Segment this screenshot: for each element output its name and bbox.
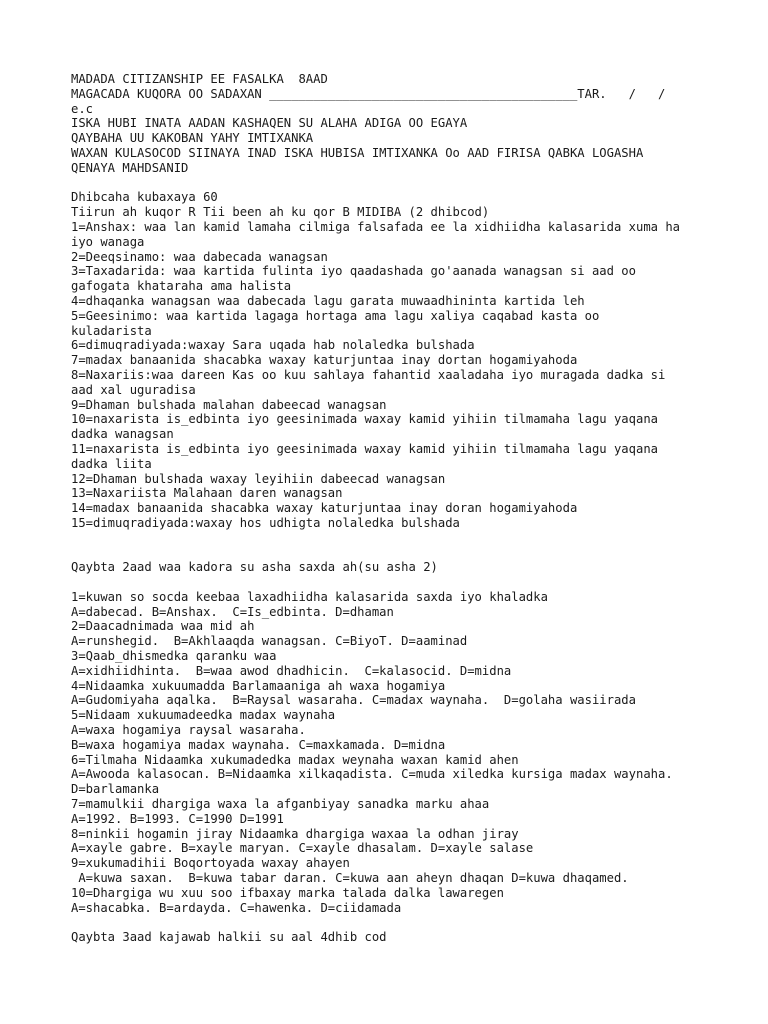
question-line: 7=mamulkii dhargiga waxa la afganbiyay sanadka marku ahaa	[71, 797, 490, 812]
question-line: B=waxa hogamiya madax waynaha. C=maxkamada. D=midna	[71, 737, 446, 752]
question-line: kuladarista	[71, 323, 152, 338]
question-line: 1=Anshax: waa lan kamid lamaha cilmiga falsafada ee la xidhiidha kalasarida xuma ha	[71, 219, 681, 234]
question-line: 12=Dhaman bulshada waxay leyihiin dabeecad wanagsan	[71, 471, 446, 486]
question-line: 2=Daacadnimada waa mid ah	[71, 619, 255, 634]
section-2-title: Qaybta 2aad waa kadora su asha saxda ah(su asha 2)	[71, 560, 438, 575]
question-line: 6=Tilmaha Nidaamka xukumadedka madax weynaha waxan kamid ahen	[71, 752, 519, 767]
question-line: 14=madax banaanida shacabka waxay katurjuntaa inay doran hogamiyahoda	[71, 501, 578, 516]
total-points: Dhibcaha kubaxaya 60	[71, 190, 218, 205]
header-line: MADADA CITIZANSHIP EE FASALKA 8AAD	[71, 72, 328, 86]
question-line: 9=xukumadihii Boqortoyada waxay ahayen	[71, 856, 350, 871]
question-line: 2=Deeqsinamo: waa dabecada wanagsan	[71, 249, 328, 264]
section-1	[71, 190, 761, 530]
question-line: 6=dimuqradiyada:waxay Sara uqada hab nolaledka bulshada	[71, 338, 475, 353]
section-1-instruction: Tiirun ah kuqor R Tii been ah ku qor B MIDIBA (2 dhibcod)	[71, 205, 490, 220]
question-line: A=Gudomiyaha aqalka. B=Raysal wasaraha. C=madax waynaha. D=golaha wasiirada	[71, 693, 636, 708]
header-line: MAGACADA KUQORA OO SADAXAN __________________________________________TAR. / /	[71, 86, 666, 101]
question-line: 5=Geesinimo: waa kartida lagaga hortaga ama lagu xaliya caqabad kasta oo	[71, 308, 600, 323]
question-line: A=xidhiidhinta. B=waa awod dhadhicin. C=kalasocid. D=midna	[71, 663, 512, 678]
question-line: 8=ninkii hogamin jiray Nidaamka dhargiga waxaa la odhan jiray	[71, 826, 519, 841]
question-line: 3=Taxadarida: waa kartida fulinta iyo qaadashada go'aanada wanagsan si aad oo	[71, 264, 636, 279]
question-line: 1=kuwan so socda keebaa laxadhiidha kalasarida saxda iyo khaladka	[71, 589, 548, 604]
question-line: 5=Nidaam xukuumadeedka madax waynaha	[71, 708, 336, 723]
header-line: QAYBAHA UU KAKOBAN YAHY IMTIXANKA	[71, 131, 314, 146]
question-line: A=1992. B=1993. C=1990 D=1991	[71, 811, 284, 826]
question-line: 10=Dhargiga wu xuu soo ifbaxay marka talada dalka lawaregen	[71, 885, 504, 900]
header-line: WAXAN KULASOCOD SIINAYA INAD ISKA HUBISA IMTIXANKA Oo AAD FIRISA QABKA LOGASHA	[71, 145, 644, 160]
header-line: ISKA HUBI INATA AADAN KASHAQEN SU ALAHA ADIGA OO EGAYA	[71, 116, 468, 131]
spacer	[71, 575, 761, 590]
question-line: 15=dimuqradiyada:waxay hos udhigta nolaledka bulshada	[71, 515, 460, 530]
spacer	[71, 915, 761, 930]
question-line: dadka wanagsan	[71, 427, 174, 442]
question-line: A=runshegid. B=Akhlaaqda wanagsan. C=BiyoT. D=aaminad	[71, 634, 468, 649]
question-line: 8=Naxariis:waa dareen Kas oo kuu sahlaya fahantid xaaladaha iyo muragada dadka si	[71, 367, 666, 382]
question-line: 13=Naxariista Malahaan daren wanagsan	[71, 486, 343, 501]
question-line: 4=Nidaamka xukuumadda Barlamaaniga ah waxa hogamiya	[71, 678, 446, 693]
question-line: D=barlamanka	[71, 782, 160, 797]
document-page	[71, 72, 761, 945]
question-line: gafogata khataraha ama halista	[71, 279, 292, 294]
question-line: A=shacabka. B=ardayda. C=hawenka. D=ciidamada	[71, 900, 402, 915]
question-line: iyo wanaga	[71, 234, 145, 249]
question-line: 3=Qaab_dhismedka qaranku waa	[71, 649, 277, 664]
question-line: A=kuwa saxan. B=kuwa tabar daran. C=kuwa aan aheyn dhaqan D=kuwa dhaqamed.	[71, 871, 629, 886]
question-line: dadka liita	[71, 456, 152, 471]
question-line: 11=naxarista is_edbinta iyo geesinimada waxay kamid yihiin tilmamaha lagu yaqana	[71, 441, 658, 456]
section-3-title: Qaybta 3aad kajawab halkii su aal 4dhib cod	[71, 930, 387, 945]
question-line: 9=Dhaman bulshada malahan dabeecad wanagsan	[71, 397, 387, 412]
question-line: aad xal uguradisa	[71, 382, 196, 397]
section-2	[71, 560, 761, 915]
spacer	[71, 531, 761, 561]
question-line: 10=naxarista is_edbinta iyo geesinimada waxay kamid yihiin tilmamaha lagu yaqana	[71, 412, 658, 427]
spacer	[71, 176, 761, 191]
section-3	[71, 930, 761, 945]
header-line: e.c	[71, 101, 94, 116]
question-line: A=Awooda kalasocan. B=Nidaamka xilkaqadista. C=muda xiledka kursiga madax waynaha.	[71, 767, 673, 782]
question-line: 7=madax banaanida shacabka waxay katurjuntaa inay dortan hogamiyahoda	[71, 353, 578, 368]
exam-header	[71, 72, 761, 176]
question-line: 4=dhaqanka wanagsan waa dabecada lagu garata muwaadhininta kartida leh	[71, 293, 585, 308]
header-line: QENAYA MAHDSANID	[71, 160, 189, 175]
question-line: A=dabecad. B=Anshax. C=Is_edbinta. D=dhaman	[71, 604, 394, 619]
question-line: A=waxa hogamiya raysal wasaraha.	[71, 723, 306, 738]
question-line: A=xayle gabre. B=xayle maryan. C=xayle dhasalam. D=xayle salase	[71, 841, 534, 856]
